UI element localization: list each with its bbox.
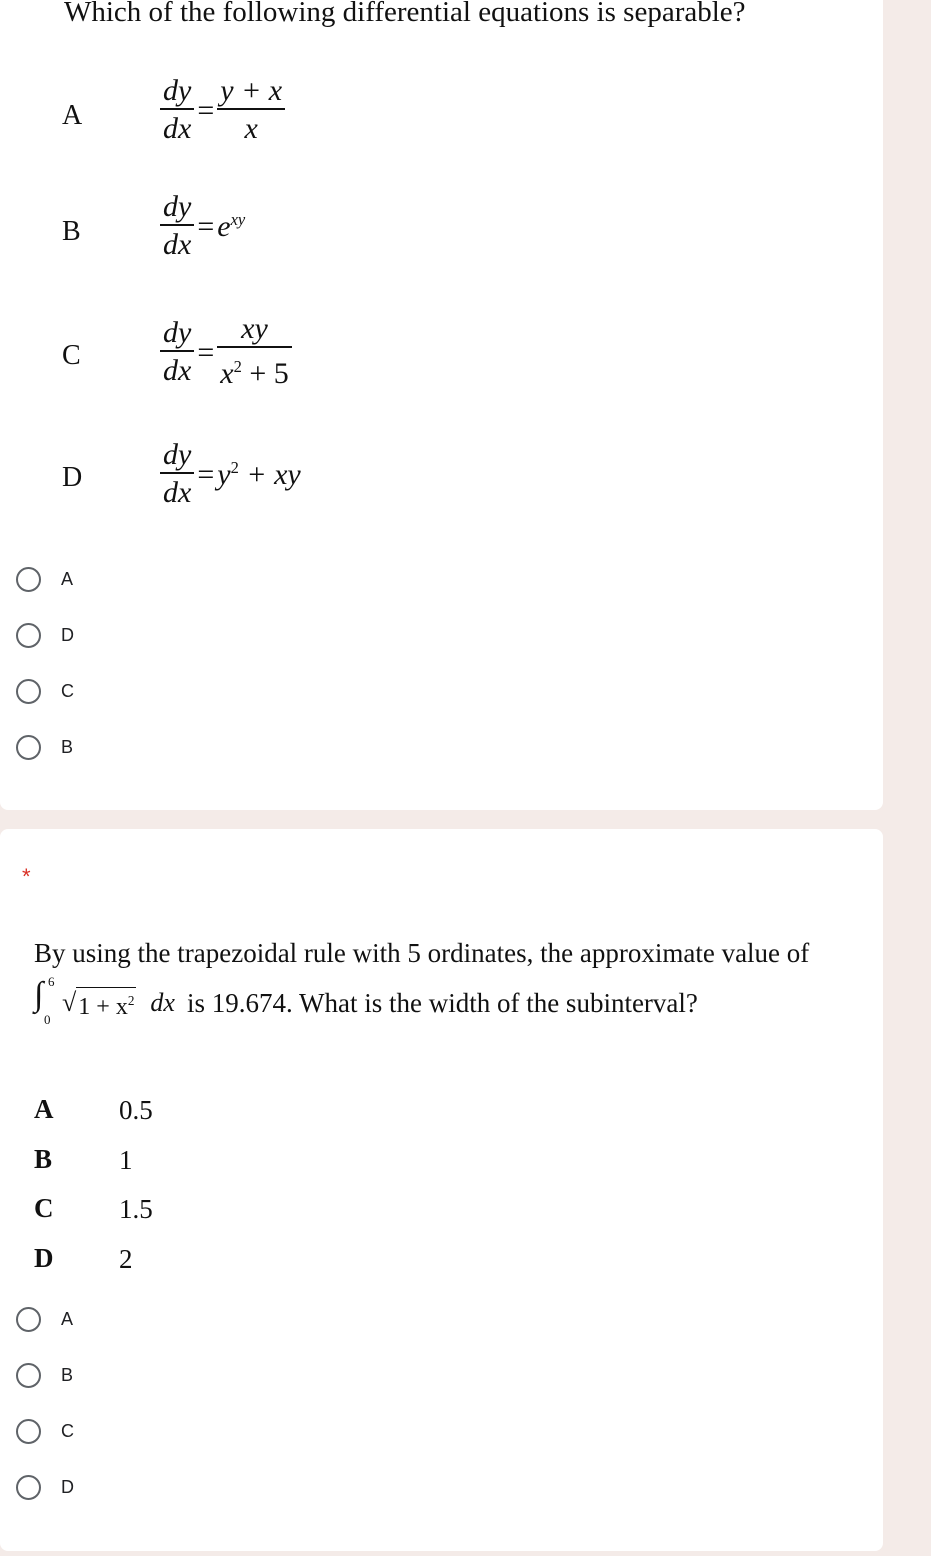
choice-label: D — [61, 1477, 74, 1497]
eq-d-rhs-exp: 2 — [230, 458, 239, 477]
sqrt-body — [76, 987, 136, 1020]
q2-choice-d[interactable] — [16, 1475, 74, 1500]
question-1-title: Which of the following differential equations is separable? — [64, 0, 746, 28]
radio-button[interactable] — [16, 623, 41, 648]
q2-choice-c[interactable] — [16, 1419, 74, 1444]
eq-c-lhs-den: dx — [163, 353, 192, 387]
integral-lower: 0 — [44, 1012, 51, 1027]
integral-upper: 6 — [48, 974, 55, 989]
equation-label-b: B — [62, 216, 81, 247]
eq-b-rhs-exp: xy — [230, 210, 246, 229]
eq-d-lhs-num: dy — [163, 438, 192, 471]
equation-label-a: A — [62, 100, 83, 131]
q1-choice-c[interactable] — [16, 679, 74, 704]
question-card-1 — [0, 0, 883, 810]
table-value-d: 2 — [119, 1244, 133, 1274]
integrand-power: 2 — [127, 992, 135, 1008]
choice-label: B — [61, 1365, 74, 1385]
choice-label: C — [61, 681, 74, 701]
integral-differential: dx — [150, 988, 175, 1017]
eq-a-lhs-num: dy — [163, 74, 192, 107]
eq-c-den-tail: + 5 — [241, 357, 289, 390]
eq-d-rhs-tail: + xy — [238, 458, 301, 491]
equation-d: $\frac{dy}{dx}$ = $y^2$ + xy — [160, 438, 301, 512]
required-asterisk: * — [22, 864, 31, 889]
integral-sign: ∫ 6 0 — [34, 974, 55, 1027]
radio-button[interactable] — [16, 679, 41, 704]
q1-choice-b[interactable] — [16, 735, 73, 760]
table-value-c: 1.5 — [119, 1194, 153, 1224]
q2-choice-b[interactable] — [16, 1363, 73, 1388]
q1-choice-d[interactable] — [16, 623, 74, 648]
radio-button[interactable] — [16, 567, 41, 592]
table-letter-b: B — [34, 1144, 53, 1174]
q2-choice-a[interactable] — [16, 1307, 73, 1332]
integrand: 1 + x — [78, 993, 128, 1020]
table-value-a: 0.5 — [119, 1095, 153, 1125]
question-2-line1: By using the trapezoidal rule with 5 ordinates, the approximate value of — [34, 938, 810, 968]
eq-c-den-base: x — [220, 357, 234, 390]
eq-c-lhs-num: dy — [163, 315, 192, 349]
table-letter-a: A — [34, 1094, 54, 1124]
equation-a: $\frac{dy}{dx}$ = $\frac{y + x}{x}$ — [160, 74, 285, 148]
radio-button[interactable] — [16, 1363, 41, 1388]
table-letter-d: D — [34, 1243, 54, 1273]
question-2-tail: is 19.674. What is the width of the subinterval? — [186, 987, 698, 1018]
equation-c: $\frac{dy}{dx}$ = $\frac{xy}{x^2 + 5}$ — [160, 312, 292, 393]
equation-label-c: C — [62, 340, 81, 371]
eq-b-rhs-base: e — [217, 210, 231, 243]
eq-a-rhs-den: x — [244, 112, 258, 145]
eq-d-rhs-base: y — [217, 458, 231, 491]
eq-d-lhs-den: dx — [163, 476, 192, 509]
choice-label: D — [61, 625, 74, 645]
choice-label: C — [61, 1421, 74, 1441]
radio-button[interactable] — [16, 1419, 41, 1444]
choice-label: A — [61, 1309, 74, 1329]
eq-a-lhs-den: dx — [163, 112, 192, 145]
radio-button[interactable] — [16, 1475, 41, 1500]
eq-b-lhs-num: dy — [163, 190, 192, 223]
sqrt-symbol: √ — [62, 988, 77, 1017]
radio-button[interactable] — [16, 1307, 41, 1332]
eq-c-den-exp: 2 — [233, 357, 242, 376]
question-2-line2 — [34, 974, 698, 1027]
equation-label-d: D — [62, 462, 83, 493]
eq-c-rhs-num: xy — [241, 312, 268, 345]
eq-a-rhs-num: y + x — [220, 74, 283, 107]
table-value-b: 1 — [119, 1145, 133, 1175]
eq-b-lhs-den: dx — [163, 228, 192, 261]
q1-choice-a[interactable] — [16, 567, 73, 592]
equation-b: $\frac{dy}{dx}$ = $e^{xy}$ — [160, 190, 245, 264]
radio-button[interactable] — [16, 735, 41, 760]
choice-label: A — [61, 569, 74, 589]
choice-label: B — [61, 737, 74, 757]
table-letter-c: C — [34, 1193, 54, 1223]
